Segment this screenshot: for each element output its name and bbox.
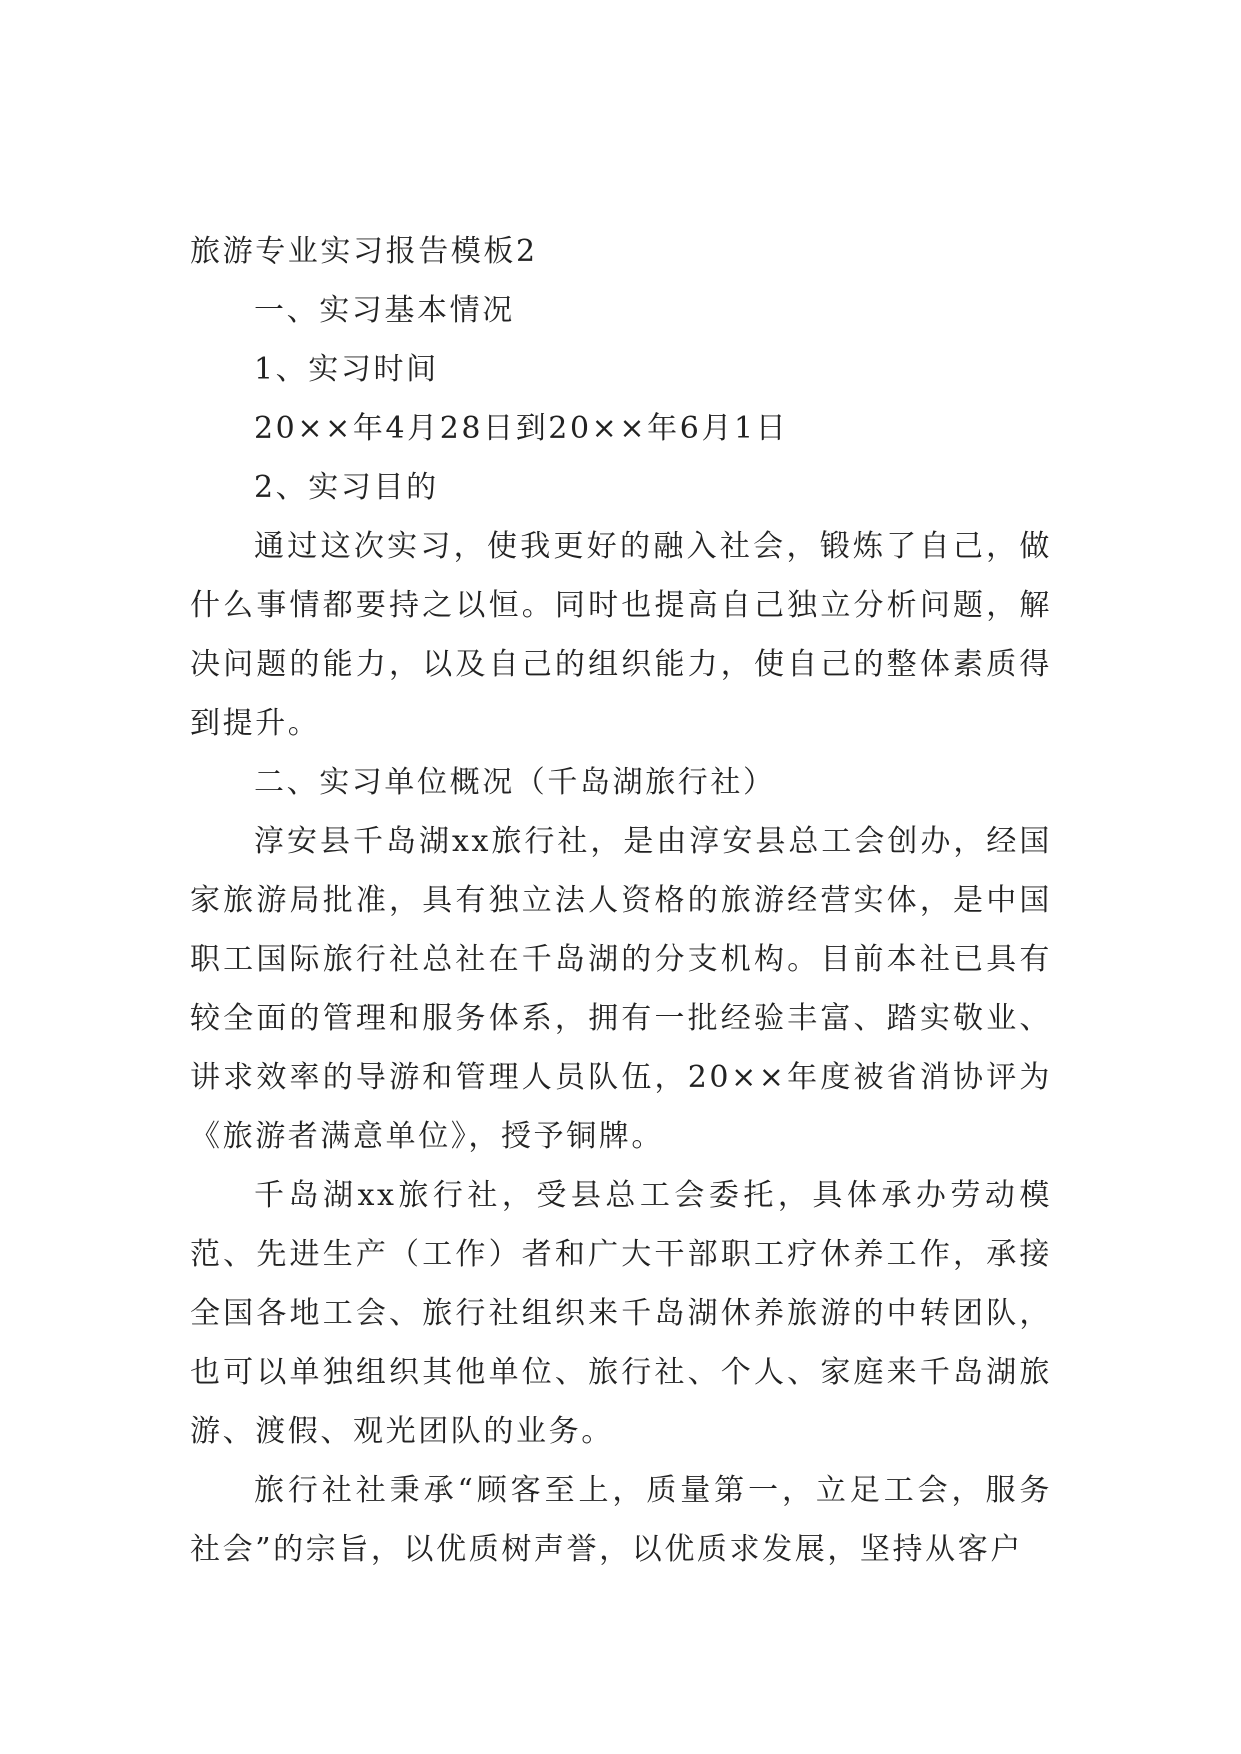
subheading-internship-time: 1、实习时间 — [254, 352, 439, 387]
document-body — [190, 222, 1052, 1579]
paragraph-company-business: 千岛湖xx旅行社，受县总工会委托，具体承办劳动模范、先进生产（工作）者和广大干部职工疗休养工作，承接全国各地工会、旅行社组织来千岛湖休养旅游的中转团队，也可以单独组织其他单位、旅行社、个人、家庭来千岛湖旅游、渡假、观光团队的业务。 — [190, 1178, 1052, 1449]
paragraph-internship-purpose: 通过这次实习，使我更好的融入社会，锻炼了自己，做什么事情都要持之以恒。同时也提高自己独立分析问题，解决问题的能力，以及自己的组织能力，使自己的整体素质得到提升。 — [190, 529, 1052, 741]
internship-date-range: 20××年4月28日到20××年6月1日 — [254, 411, 789, 446]
section-heading-basic-info: 一、实习基本情况 — [254, 293, 515, 328]
document-title: 旅游专业实习报告模板2 — [190, 234, 538, 269]
section-heading-company-overview: 二、实习单位概况（千岛湖旅行社） — [254, 765, 776, 800]
paragraph-company-intro: 淳安县千岛湖xx旅行社，是由淳安县总工会创办，经国家旅游局批准，具有独立法人资格的旅游经营实体，是中国职工国际旅行社总社在千岛湖的分支机构。目前本社已具有较全面的管理和服务体系，拥有一批经验丰富、踏实敬业、讲求效率的导游和管理人员队伍，20××年度被省消协评为《旅游者满意单位》，授予铜牌。 — [190, 824, 1052, 1154]
subheading-internship-purpose: 2、实习目的 — [254, 470, 439, 505]
paragraph-company-mission: 旅行社社秉承“顾客至上，质量第一，立足工会，服务社会”的宗旨，以优质树声誉，以优质求发展，坚持从客户 — [190, 1473, 1052, 1567]
